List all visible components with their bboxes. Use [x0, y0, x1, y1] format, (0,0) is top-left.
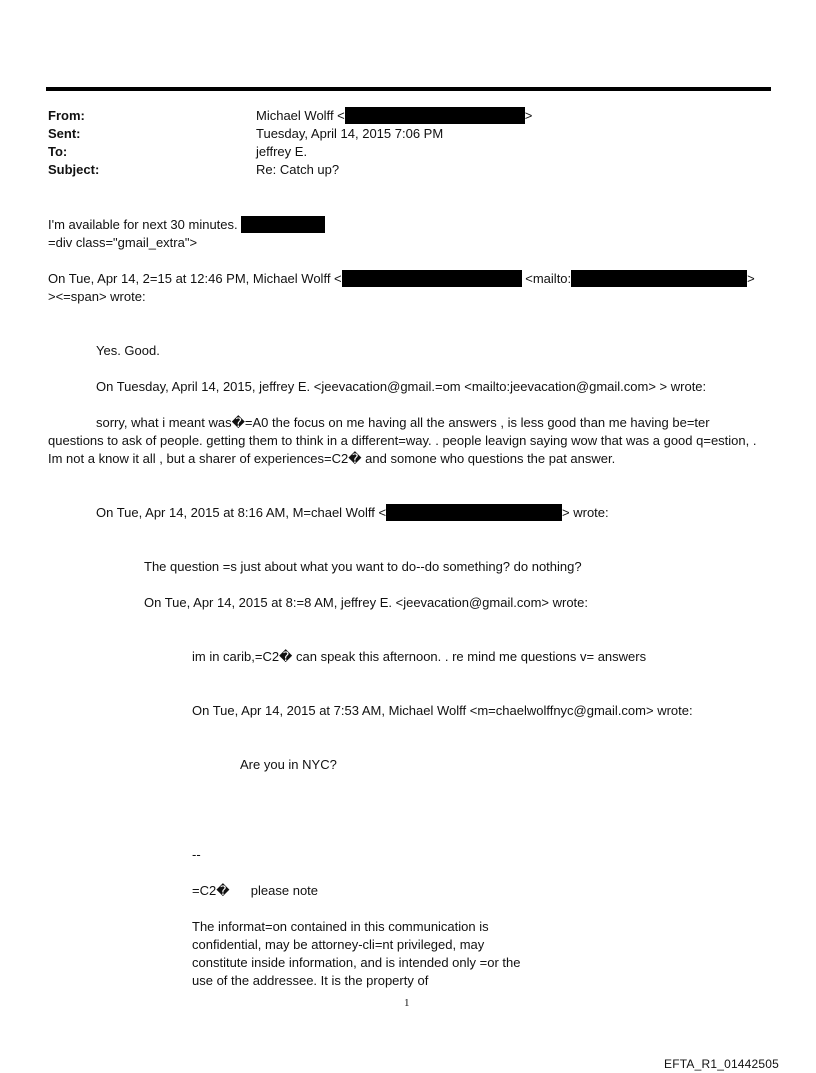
redaction-bar [571, 270, 747, 287]
sent-label: Sent: [48, 126, 81, 141]
yes-good-line: Yes. Good. [96, 343, 160, 358]
from-label: From: [48, 108, 85, 123]
carib-line: im in carib,=C2� can speak this afternoon. . re mind me questions v= answers [192, 649, 647, 664]
quote-header-1-cont: ><=span> wrote: [48, 289, 146, 304]
signature-dash: -- [192, 847, 201, 862]
question-line: The question =s just about what you want to do--do something? do nothing? [144, 559, 582, 574]
nyc-question: Are you in NYC? [240, 757, 337, 772]
to-value: jeffrey E. [256, 144, 308, 159]
confidentiality-notice: The informat=on contained in this communication is confidential, may be attorney-cli=nt privileged, may constitute inside information, and is intended only =or the use of the addressee. It is the property of [192, 919, 521, 988]
quote-header-3 [96, 504, 609, 522]
quote1-mailto: <mailto: [525, 271, 572, 286]
quote3-text: On Tue, Apr 14, 2015 at 8:16 AM, M=chael Wolff < [96, 505, 387, 520]
from-name: Michael Wolff < [256, 108, 345, 123]
page-number: 1 [404, 997, 410, 1009]
please-note-line [192, 882, 318, 900]
redaction-bar [386, 504, 562, 521]
to-label: To: [48, 144, 68, 159]
quote-header-1 [48, 270, 755, 288]
body-line-1 [48, 216, 325, 234]
quote-header-4: On Tue, Apr 14, 2015 at 8:=8 AM, jeffrey E. <jeevacation@gmail.com> wrote: [144, 595, 589, 610]
please-note-code: =C2� [192, 883, 230, 898]
quote-header-5: On Tue, Apr 14, 2015 at 7:53 AM, Michael Wolff <m=chaelwolffnyc@gmail.com> wrote: [192, 703, 693, 718]
redaction-bar [345, 107, 525, 124]
available-text: I'm available for next 30 minutes. [48, 217, 238, 232]
redaction-bar [241, 216, 325, 233]
from-close: > [524, 108, 533, 123]
subject-value: Re: Catch up? [256, 162, 340, 177]
quote1-close: > [747, 271, 755, 286]
sent-value: Tuesday, April 14, 2015 7:06 PM [256, 126, 444, 141]
sorry-paragraph: sorry, what i meant was�=A0 the focus on me having all the answers , is less good than me having be=ter questions to ask of people. getting them to think in a different=way. . people leavign saying wow that was a good q=estion, . Im not a know it all , but a sharer of experiences=C2� and somone who questions the pat answer. [48, 415, 757, 466]
body-line-2: =div class="gmail_extra"> [48, 235, 198, 250]
redaction-bar [342, 270, 522, 287]
header-rule [46, 87, 771, 91]
please-note-text: please note [250, 883, 319, 898]
quote1-text: On Tue, Apr 14, 2=15 at 12:46 PM, Michael Wolff < [48, 271, 342, 286]
quote-header-2: On Tuesday, April 14, 2015, jeffrey E. <jeevacation@gmail.=om <mailto:jeevacation@gmail.com> > wrote: [96, 379, 707, 394]
quote3-wrote: > wrote: [562, 505, 609, 520]
subject-label: Subject: [48, 162, 100, 177]
from-value [256, 107, 532, 125]
document-id: EFTA_R1_01442505 [664, 1057, 780, 1071]
